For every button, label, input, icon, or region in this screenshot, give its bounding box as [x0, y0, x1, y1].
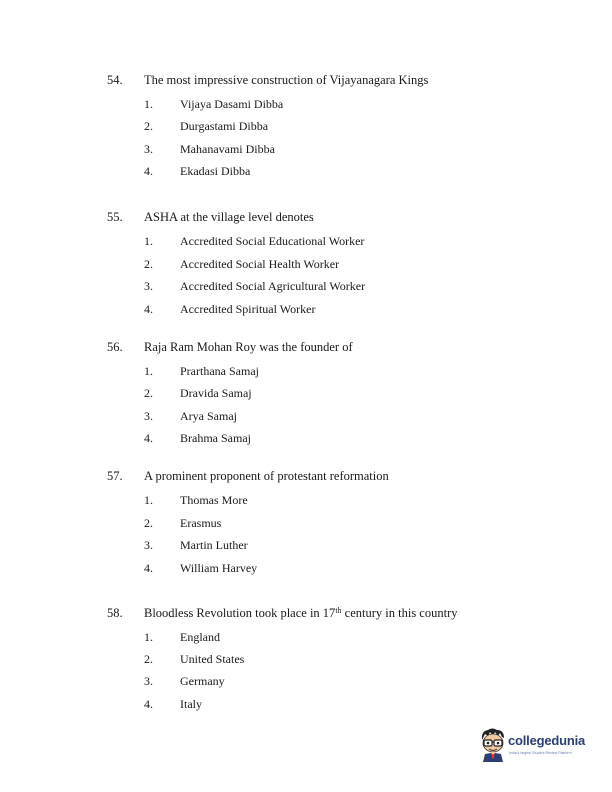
collegedunia-logo	[478, 728, 590, 764]
question-56	[0, 340, 612, 460]
option-text: Brahma Samaj	[180, 431, 251, 445]
question-text: A prominent proponent of protestant reformation	[144, 469, 389, 483]
option	[0, 364, 612, 380]
option	[0, 431, 612, 447]
question-text-start: Bloodless Revolution took place in 17	[144, 606, 336, 620]
option-text: Accredited Social Health Worker	[180, 257, 340, 271]
option-number: 1.	[144, 97, 153, 111]
option	[0, 538, 612, 554]
option-number: 3.	[144, 279, 153, 293]
question-55	[0, 210, 612, 330]
question-text: Raja Ram Mohan Roy was the founder of	[144, 340, 353, 354]
option-text: Accredited Spiritual Worker	[180, 302, 316, 316]
ordinal-superscript: th	[335, 606, 342, 615]
question-54	[0, 73, 612, 193]
option-text: Accredited Social Agricultural Worker	[180, 279, 366, 293]
option-text: Germany	[180, 674, 225, 688]
question-58	[0, 606, 612, 726]
option	[0, 234, 612, 250]
option	[0, 386, 612, 402]
question-text: The most impressive construction of Vijayanagara Kings	[144, 73, 429, 87]
option-text: Italy	[180, 697, 202, 711]
option-text: Durgastami Dibba	[180, 119, 269, 133]
option-text: Arya Samaj	[180, 409, 237, 423]
option-text: Prarthana Samaj	[180, 364, 259, 378]
option	[0, 561, 612, 577]
option	[0, 119, 612, 135]
option	[0, 493, 612, 509]
option	[0, 409, 612, 425]
option-number: 2.	[144, 386, 153, 400]
option	[0, 97, 612, 113]
question-57	[0, 469, 612, 589]
option-text: Vijaya Dasami Dibba	[180, 97, 284, 111]
logo-wordmark: collegedunia	[508, 733, 586, 748]
option	[0, 257, 612, 273]
option	[0, 142, 612, 158]
option-text: Dravida Samaj	[180, 386, 252, 400]
option-number: 3.	[144, 538, 153, 552]
option-text: England	[180, 630, 220, 644]
question-text: ASHA at the village level denotes	[144, 210, 314, 224]
option-text: Mahanavami Dibba	[180, 142, 275, 156]
option-text: Thomas More	[180, 493, 248, 507]
logo-tagline: India's largest Student Review Platform	[509, 751, 572, 755]
option-number: 4.	[144, 431, 153, 445]
option-number: 4.	[144, 561, 153, 575]
option	[0, 652, 612, 668]
option	[0, 279, 612, 295]
option-number: 2.	[144, 652, 153, 666]
option	[0, 302, 612, 318]
question-text-end: century in this country	[341, 606, 458, 620]
option-number: 3.	[144, 409, 153, 423]
option-number: 2.	[144, 119, 153, 133]
option-text: United States	[180, 652, 245, 666]
option	[0, 164, 612, 180]
option-number: 2.	[144, 257, 153, 271]
option-text: Ekadasi Dibba	[180, 164, 251, 178]
option-number: 4.	[144, 164, 153, 178]
option	[0, 516, 612, 532]
option-number: 4.	[144, 302, 153, 316]
option	[0, 697, 612, 713]
option-text: William Harvey	[180, 561, 258, 575]
option	[0, 630, 612, 646]
mascot-icon	[478, 728, 508, 762]
option-number: 1.	[144, 364, 153, 378]
question-number: 55.	[107, 210, 123, 224]
option-number: 3.	[144, 674, 153, 688]
option-number: 1.	[144, 493, 153, 507]
option-text: Martin Luther	[180, 538, 248, 552]
question-number: 56.	[107, 340, 123, 354]
question-number: 58.	[107, 606, 123, 620]
question-number: 57.	[107, 469, 123, 483]
option-number: 2.	[144, 516, 153, 530]
option	[0, 674, 612, 690]
option-text: Erasmus	[180, 516, 222, 530]
question-text	[144, 606, 458, 620]
option-number: 3.	[144, 142, 153, 156]
option-number: 4.	[144, 697, 153, 711]
option-number: 1.	[144, 630, 153, 644]
option-number: 1.	[144, 234, 153, 248]
option-text: Accredited Social Educational Worker	[180, 234, 365, 248]
question-number: 54.	[107, 73, 123, 87]
